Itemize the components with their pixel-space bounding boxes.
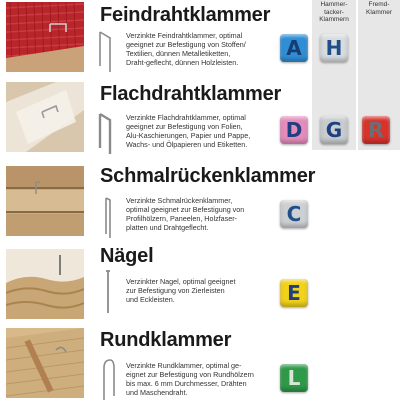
product-description: Verzinkter Nagel, optimal geeignet zur Befestigung von Zierleisten und Eckleisten. <box>126 277 236 304</box>
staple-icon <box>96 28 118 76</box>
type-badge-d: D <box>280 116 308 144</box>
type-badge-r: R <box>362 116 390 144</box>
product-photo <box>6 166 84 236</box>
type-badge-c: C <box>280 200 308 228</box>
product-row-naegel <box>0 247 400 325</box>
type-badge-e: E <box>280 279 308 307</box>
type-badge-h: H <box>320 34 348 62</box>
product-photo <box>6 328 84 398</box>
nail-icon <box>96 269 118 317</box>
type-badge-l: L <box>280 364 308 392</box>
product-row-schmalrueckenklammer <box>0 164 400 242</box>
product-photo <box>6 249 84 319</box>
product-description: Verzinkte Flachdrahtklammer, optimal geeignet zur Befestigung von Folien, Alu-Kaschierungen, Papier und Pappe, Wachs- und Ölpapieren und Etiketten. <box>126 113 251 149</box>
column-header-hammertacker: Hammer- tacker- Klammern <box>319 1 349 23</box>
product-title: Feindrahtklammer <box>100 4 271 26</box>
product-description: Verzinkte Rundklammer, optimal ge- eignet zur Befestigung von Rundhölzern bis max. 6 mm Durchmesser, Drähten und Maschendraht. <box>126 361 254 397</box>
staple-icon <box>96 194 118 242</box>
type-badge-a: A <box>280 34 308 62</box>
product-title: Nägel <box>100 245 154 267</box>
product-photo <box>6 82 84 152</box>
staple-icon <box>96 356 118 404</box>
column-header-fremd: Fremd- Klammer <box>365 1 392 16</box>
product-title: Schmalrückenklammer <box>100 165 316 187</box>
product-row-rundklammer <box>0 326 400 404</box>
product-description: Verzinkte Feindrahtklammer, optimal geeignet zur Befestigung von Stoffen/ Textilien, dünnen Metalletiketten, Draht-geflecht, dünnen Holzleisten. <box>126 31 246 67</box>
type-badge-g: G <box>320 116 348 144</box>
product-title: Flachdrahtklammer <box>100 83 282 105</box>
product-photo <box>6 2 84 72</box>
product-description: Verzinkte Schmalrückenklammer, optimal geeignet zur Befestigung von Profilhölzern, Paneelen, Holzfaser- platten und Drahtgeflecht. <box>126 196 245 232</box>
product-row-feindrahtklammer <box>0 0 400 78</box>
staple-icon <box>96 110 118 158</box>
product-row-flachdrahtklammer <box>0 80 400 158</box>
product-title: Rundklammer <box>100 329 232 351</box>
